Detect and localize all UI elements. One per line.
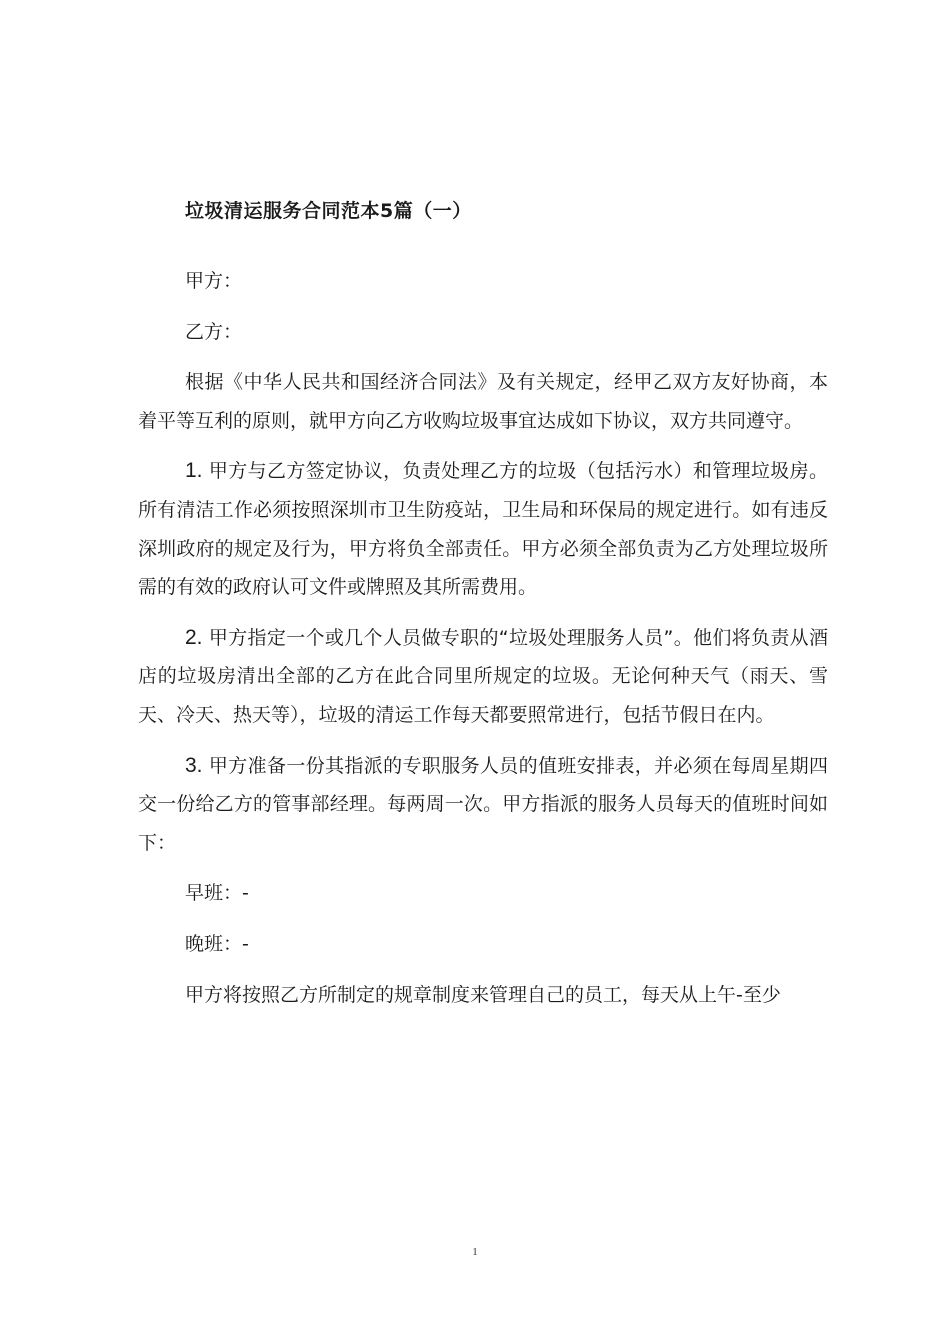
last-paragraph: 甲方将按照乙方所制定的规章制度来管理自己的员工，每天从上午-至少 <box>185 983 781 1006</box>
clause-number: 2. <box>185 625 203 649</box>
clause-number: 1. <box>185 459 203 483</box>
intro-paragraph: 根据《中华人民共和国经济合同法》及有关规定，经甲乙双方友好协商，本着平等互利的原则，就甲方向乙方收购垃圾事宜达成如下协议，双方共同遵守。 <box>138 371 828 432</box>
clause-number: 3. <box>185 753 203 777</box>
document-body <box>138 262 828 1026</box>
party-a-line: 甲方： <box>185 270 243 292</box>
clause-text: 甲方准备一份其指派的专职服务人员的值班安排表，并必须在每周星期四交一份给乙方的管事部经理。每两周一次。甲方指派的服务人员每天的值班时间如下： <box>138 754 828 854</box>
party-b-line: 乙方： <box>185 320 243 343</box>
evening-shift-line: 晚班：- <box>185 932 249 955</box>
document-title: 垃圾清运服务合同范本5篇（一） <box>185 200 472 222</box>
clause-3 <box>138 747 828 863</box>
clause-1 <box>138 452 828 606</box>
clause-text: 甲方与乙方签定协议，负责处理乙方的垃圾（包括污水）和管理垃圾房。所有清洁工作必须按照深圳市卫生防疫站，卫生局和环保局的规定进行。如有违反深圳政府的规定及行为，甲方将负全部责任。甲方必须全部负责为乙方处理垃圾所需的有效的政府认可文件或牌照及其所需费用。 <box>138 460 828 599</box>
clause-2 <box>138 619 828 735</box>
page-number: 1 <box>472 1246 478 1258</box>
morning-shift-line: 早班：- <box>185 882 249 905</box>
clause-text: 甲方指定一个或几个人员做专职的“垃圾处理服务人员”。他们将负责从酒店的垃圾房清出全部的乙方在此合同里所规定的垃圾。无论何种天气（雨天、雪天、冷天、热天等），垃圾的清运工作每天都要照常进行，包括节假日在内。 <box>138 626 828 726</box>
